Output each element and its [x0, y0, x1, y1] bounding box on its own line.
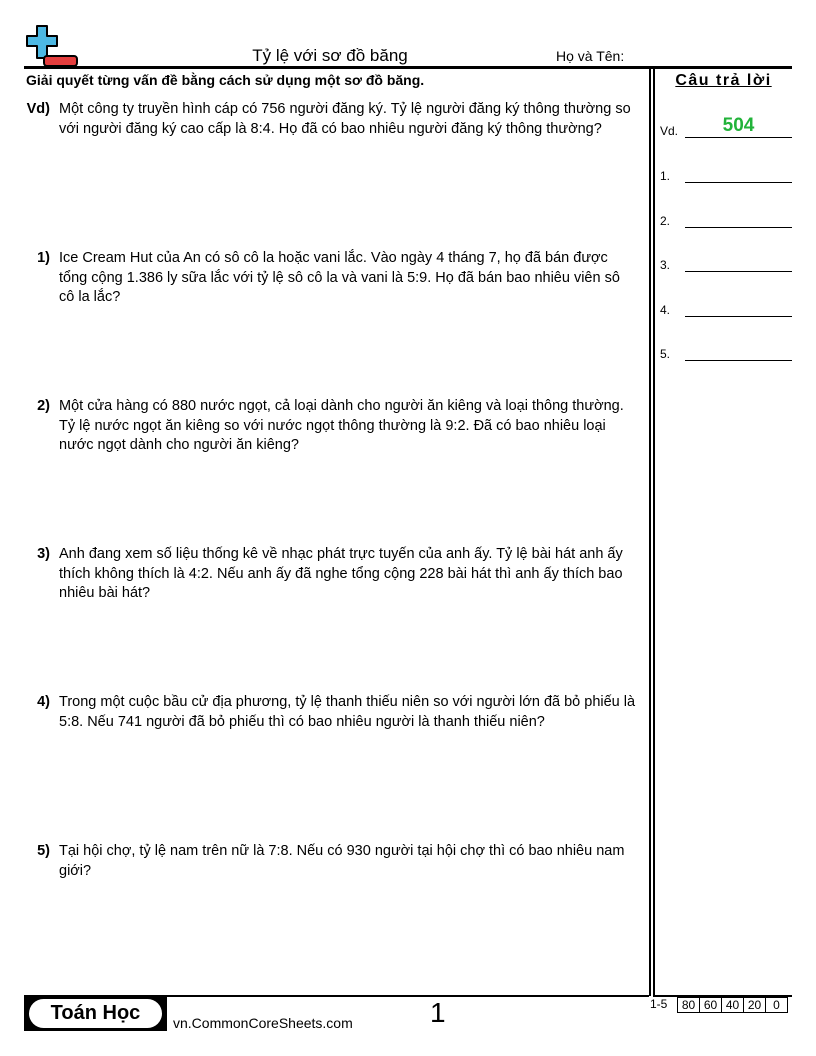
page-number: 1: [430, 997, 446, 1028]
answer-label: Vd.: [660, 124, 679, 138]
name-label: Họ và Tên:: [556, 48, 625, 64]
score-cell: 20: [744, 998, 766, 1012]
problem-number: 2): [37, 398, 50, 414]
answer-line[interactable]: [685, 271, 792, 272]
problem-1: [24, 249, 636, 308]
problem-number: 1): [37, 250, 50, 266]
plus-minus-logo-icon: [24, 24, 80, 68]
worksheet-title: Tỷ lệ với sơ đồ băng: [252, 46, 408, 65]
example-problem: [24, 100, 636, 139]
answer-label: 5.: [660, 347, 671, 361]
problem-number: 4): [37, 694, 50, 710]
answer-row-2[interactable]: [660, 208, 792, 228]
answer-line[interactable]: [685, 360, 792, 361]
problem-text: Ice Cream Hut của An có sô cô la hoặc vani lắc. Vào ngày 4 tháng 7, họ đã bán được tổng cộng 1.386 ly sữa lắc với tỷ lệ sô cô la và vani là 5:9. Họ đã bán bao nhiêu viên sô cô la lắc?: [59, 250, 620, 305]
answer-label: 4.: [660, 303, 671, 317]
header-divider: [24, 66, 792, 69]
problem-text: Trong một cuộc bầu cử địa phương, tỷ lệ thanh thiếu niên so với người lớn đã bỏ phiếu là 5:8. Nếu 741 người đã bỏ phiếu thì có bao nhiêu người là thanh thiếu niên?: [59, 694, 636, 730]
problem-4: [24, 693, 636, 732]
problem-number: 3): [37, 546, 50, 562]
answer-row-4[interactable]: [660, 297, 792, 317]
answer-line[interactable]: [685, 227, 792, 228]
answer-line[interactable]: [685, 182, 792, 183]
problem-text: Tại hội chợ, tỷ lệ nam trên nữ là 7:8. Nếu có 930 người tại hội chợ thì có bao nhiêu nam giới?: [59, 843, 625, 879]
site-url: vn.CommonCoreSheets.com: [173, 1015, 353, 1031]
answer-row-example: [660, 115, 792, 138]
score-table: [677, 997, 788, 1013]
answer-line[interactable]: [685, 316, 792, 317]
answers-title: Câu trả lời: [675, 72, 772, 89]
score-cell: 40: [722, 998, 744, 1012]
problem-text: Một công ty truyền hình cáp có 756 người đăng ký. Tỷ lệ người đăng ký thông thường so với người đăng ký cao cấp là 8:4. Họ đã có bao nhiêu người đăng ký thông thường?: [59, 101, 631, 137]
problem-number: 5): [37, 843, 50, 859]
problem-3: [24, 545, 636, 604]
score-cell: 80: [678, 998, 700, 1012]
score-cell: 60: [700, 998, 722, 1012]
brand-label: Toán Học: [29, 999, 162, 1028]
problem-text: Một cửa hàng có 880 nước ngọt, cả loại dành cho người ăn kiêng và loại thông thường. Tỷ lệ nước ngọt ăn kiêng so với nước ngọt thông thường là 9:2. Đã có bao nhiêu loại nước ngọt dành cho người ăn kiêng?: [59, 398, 624, 453]
problem-text: Anh đang xem số liệu thống kê về nhạc phát trực tuyến của anh ấy. Tỷ lệ bài hát anh ấy thích không thích là 4:2. Nếu anh ấy đã nghe tổng cộng 228 bài hát thì anh ấy thích bao nhiêu bài hát?: [59, 546, 623, 601]
answer-label: 2.: [660, 214, 671, 228]
column-divider: [653, 68, 655, 996]
answer-label: 3.: [660, 258, 671, 272]
problem-number: Vd): [26, 101, 50, 117]
instructions: Giải quyết từng vấn đề bằng cách sử dụng một sơ đồ băng.: [26, 72, 425, 88]
problem-2: [24, 397, 636, 456]
answer-value: 504: [722, 115, 755, 136]
problem-5: [24, 842, 636, 881]
score-cell: 0: [773, 998, 780, 1012]
answer-row-1[interactable]: [660, 163, 792, 183]
answer-row-5[interactable]: [660, 341, 792, 361]
answer-row-3[interactable]: [660, 252, 792, 272]
answer-label: 1.: [660, 169, 671, 183]
column-divider: [649, 68, 651, 996]
score-range-label: 1-5: [650, 997, 668, 1011]
answer-line: [685, 137, 792, 138]
